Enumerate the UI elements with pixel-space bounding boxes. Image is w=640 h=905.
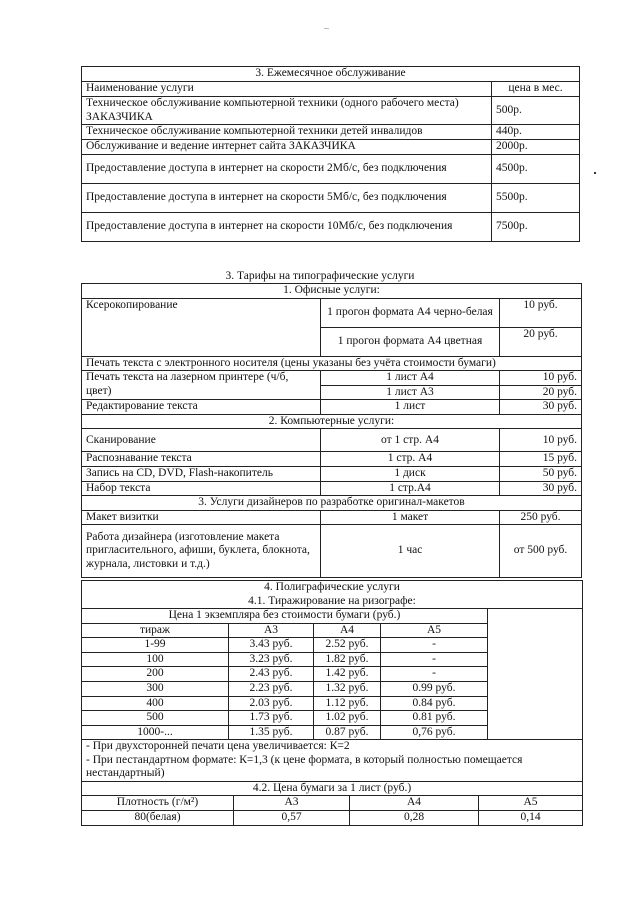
riso-run: 300	[82, 681, 229, 696]
table-row	[82, 796, 582, 810]
riso-run: 500	[82, 711, 229, 726]
riso-price: 0.87 руб.	[314, 725, 381, 739]
table-row	[82, 400, 582, 415]
table-row	[82, 510, 582, 525]
table-row	[82, 681, 488, 696]
riso-price: 0.81 руб.	[381, 711, 488, 726]
header-name: Наименование услуги	[82, 82, 492, 97]
table-row	[82, 725, 488, 739]
riso-price: 1.82 руб.	[314, 652, 381, 667]
riso-price: -	[381, 667, 488, 682]
riso-price-table	[82, 609, 488, 739]
service-price: 440р.	[492, 125, 580, 140]
service-price: от 500 руб.	[500, 525, 582, 578]
riso-price: 1.02 руб.	[314, 711, 381, 726]
riso-price: 3.23 руб.	[229, 652, 314, 667]
table-row	[82, 466, 582, 481]
riso-price: -	[381, 638, 488, 653]
table-row	[82, 97, 580, 125]
table-row	[82, 638, 488, 653]
column-header: А3	[229, 623, 314, 638]
riso-price: 1.12 руб.	[314, 696, 381, 711]
copy-name: Ксерокопирование	[82, 298, 321, 356]
service-name: Сканирование	[82, 429, 321, 452]
scan-artifact	[324, 28, 329, 29]
paper-density: 80(белая)	[82, 811, 234, 825]
table-row	[82, 811, 582, 825]
service-unit: 1 стр.А4	[321, 481, 500, 496]
service-name: Запись на CD, DVD, Flash-накопитель	[82, 466, 321, 481]
riso-run: 200	[82, 667, 229, 682]
riso-price: 1.32 руб.	[314, 681, 381, 696]
laser-a3-unit: 1 лист А3	[321, 385, 500, 400]
table-row	[82, 125, 580, 140]
edit-name: Редактирование текста	[82, 400, 321, 415]
table-row	[82, 184, 580, 213]
service-price: 15 руб.	[500, 452, 582, 467]
service-name: Предоставление доступа в интернет на скорости 2Мб/с, без подключения	[82, 155, 492, 184]
riso-price: 2.23 руб.	[229, 681, 314, 696]
service-unit: 1 стр. А4	[321, 452, 500, 467]
service-name: Техническое обслуживание компьютерной техники (одного рабочего места) ЗАКАЗЧИКА	[82, 97, 492, 125]
table-row	[82, 525, 582, 578]
column-header: тираж	[82, 623, 229, 638]
service-name: Предоставление доступа в интернет на скорости 10Мб/с, без подключения	[82, 213, 492, 242]
copy-bw-price: 10 руб.	[500, 298, 582, 327]
table-row	[82, 481, 582, 496]
column-header: А4	[350, 796, 479, 810]
table-row	[82, 711, 488, 726]
laser-a4-price: 10 руб.	[500, 371, 582, 386]
polygraphy-table	[81, 580, 583, 826]
column-header: А4	[314, 623, 381, 638]
service-unit: от 1 стр. А4	[321, 429, 500, 452]
service-unit: 1 час	[321, 525, 500, 578]
column-header: А3	[234, 796, 350, 810]
riso-run: 400	[82, 696, 229, 711]
service-price: 30 руб.	[500, 481, 582, 496]
service-price: 4500р.	[492, 155, 580, 184]
riso-price: 0.99 руб.	[381, 681, 488, 696]
monthly-title: 3. Ежемесячное обслуживание	[82, 67, 580, 82]
riso-run: 1-99	[82, 638, 229, 653]
paper-price: 0,28	[350, 811, 479, 825]
column-header: Плотность (г/м²)	[82, 796, 234, 810]
paper-price: 0,57	[234, 811, 350, 825]
paper-title: 4.2. Цена бумаги за 1 лист (руб.)	[82, 781, 583, 796]
table-row	[82, 298, 582, 327]
riso-run: 100	[82, 652, 229, 667]
riso-caption: Цена 1 экземпляра без стоимости бумаги (руб.)	[82, 609, 488, 623]
service-name: Набор текста	[82, 481, 321, 496]
laser-name: Печать текста на лазерном принтере (ч/б, цвет)	[82, 371, 321, 400]
computer-title: 2. Компьютерные услуги:	[82, 414, 582, 429]
riso-price: 0.84 руб.	[381, 696, 488, 711]
scan-artifact	[594, 172, 596, 174]
table-row	[82, 429, 582, 452]
riso-price: -	[381, 652, 488, 667]
edit-price: 30 руб.	[500, 400, 582, 415]
nonstandard-note: - При пестандартном формате: К=1,3 (к цене формата, в который полностью помещается нестандартный)	[86, 753, 523, 780]
service-name: Макет визитки	[82, 510, 321, 525]
riso-title: 4.1. Тиражирование на ризографе:	[82, 595, 583, 609]
service-name: Обслуживание и ведение интернет сайта ЗАКАЗЧИКА	[82, 140, 492, 155]
edit-unit: 1 лист	[321, 400, 500, 415]
riso-price: 3.43 руб.	[229, 638, 314, 653]
duplex-note: - При двухсторонней печати цена увеличивается: К=2	[86, 740, 350, 753]
service-name: Техническое обслуживание компьютерной техники детей инвалидов	[82, 125, 492, 140]
service-price: 250 руб.	[500, 510, 582, 525]
riso-run: 1000-...	[82, 725, 229, 739]
design-title: 3. Услуги дизайнеров по разработке оригинал-макетов	[82, 496, 582, 511]
header-price: цена в мес.	[492, 82, 580, 97]
table-row	[82, 623, 488, 638]
tariffs-title: 3. Тарифы на типографические услуги	[225, 270, 415, 282]
laser-a3-price: 20 руб.	[500, 385, 582, 400]
column-header: А5	[381, 623, 488, 638]
print-note: Печать текста с электронного носителя (цены указаны без учёта стоимости бумаги)	[82, 356, 582, 371]
copy-bw-unit: 1 прогон формата А4 черно-белая	[321, 298, 500, 327]
paper-price: 0,14	[479, 811, 583, 825]
service-unit: 1 диск	[321, 466, 500, 481]
service-price: 7500р.	[492, 213, 580, 242]
riso-price: 1.35 руб.	[229, 725, 314, 739]
riso-price: 0,76 руб.	[381, 725, 488, 739]
table-row	[82, 452, 582, 467]
table-row	[82, 155, 580, 184]
table-row	[82, 696, 488, 711]
riso-price: 1.42 руб.	[314, 667, 381, 682]
service-price: 500р.	[492, 97, 580, 125]
service-name: Работа дизайнера (изготовление макета пригласительного, афиши, буклета, блокнота, журнала, листовки и т.д.)	[82, 525, 321, 578]
copy-color-price: 20 руб.	[500, 327, 582, 356]
service-price: 50 руб.	[500, 466, 582, 481]
service-price: 2000р.	[492, 140, 580, 155]
paper-price-table	[82, 796, 582, 824]
riso-price: 2.52 руб.	[314, 638, 381, 653]
monthly-service-table	[81, 66, 580, 242]
service-price: 10 руб.	[500, 429, 582, 452]
tariffs-table	[81, 283, 582, 578]
table-row	[82, 652, 488, 667]
riso-price: 2.43 руб.	[229, 667, 314, 682]
column-header: А5	[479, 796, 583, 810]
laser-a4-unit: 1 лист А4	[321, 371, 500, 386]
copy-color-unit: 1 прогон формата А4 цветная	[321, 327, 500, 356]
office-title: 1. Офисные услуги:	[82, 284, 582, 299]
table-row	[82, 140, 580, 155]
service-name: Распознавание текста	[82, 452, 321, 467]
service-unit: 1 макет	[321, 510, 500, 525]
riso-price: 2.03 руб.	[229, 696, 314, 711]
table-row	[82, 213, 580, 242]
poly-title: 4. Полиграфические услуги	[82, 581, 583, 595]
table-row	[82, 667, 488, 682]
service-name: Предоставление доступа в интернет на скорости 5Мб/с, без подключения	[82, 184, 492, 213]
table-row	[82, 371, 582, 386]
riso-price: 1.73 руб.	[229, 711, 314, 726]
service-price: 5500р.	[492, 184, 580, 213]
